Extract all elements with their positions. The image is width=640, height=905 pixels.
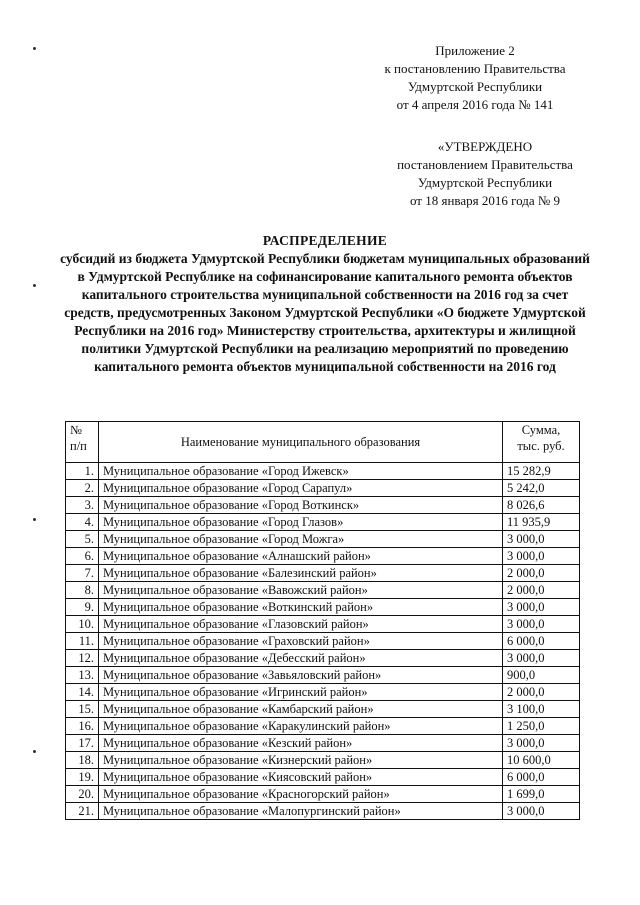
header-name: Наименование муниципального образования xyxy=(99,422,503,463)
row-name: Муниципальное образование «Город Глазов» xyxy=(99,514,503,531)
table-row xyxy=(66,633,580,650)
row-number: 6. xyxy=(66,548,99,565)
table-row xyxy=(66,718,580,735)
row-number: 2. xyxy=(66,480,99,497)
row-name: Муниципальное образование «Завьяловский район» xyxy=(99,667,503,684)
row-sum: 8 026,6 xyxy=(503,497,580,514)
approval-line: «УТВЕРЖДЕНО xyxy=(437,139,533,154)
row-number: 11. xyxy=(66,633,99,650)
row-sum: 3 000,0 xyxy=(503,735,580,752)
row-number: 10. xyxy=(66,616,99,633)
table-body xyxy=(66,463,580,820)
row-sum: 2 000,0 xyxy=(503,684,580,701)
row-sum: 1 250,0 xyxy=(503,718,580,735)
row-name: Муниципальное образование «Город Воткинск» xyxy=(99,497,503,514)
appendix-line: Приложение 2 xyxy=(435,43,515,58)
table-row xyxy=(66,701,580,718)
row-name: Муниципальное образование «Граховский район» xyxy=(99,633,503,650)
row-number: 3. xyxy=(66,497,99,514)
row-sum: 6 000,0 xyxy=(503,769,580,786)
appendix-line: от 4 апреля 2016 года № 141 xyxy=(396,97,554,112)
row-number: 17. xyxy=(66,735,99,752)
row-number: 12. xyxy=(66,650,99,667)
appendix-line: к постановлению Правительства xyxy=(384,61,566,76)
row-sum: 10 600,0 xyxy=(503,752,580,769)
row-number: 19. xyxy=(66,769,99,786)
row-name: Муниципальное образование «Кезский район» xyxy=(99,735,503,752)
row-sum: 900,0 xyxy=(503,667,580,684)
margin-dot xyxy=(33,284,36,287)
table-header-row xyxy=(66,422,580,463)
row-sum: 6 000,0 xyxy=(503,633,580,650)
table-row xyxy=(66,582,580,599)
table-row xyxy=(66,616,580,633)
margin-dot xyxy=(33,750,36,753)
appendix-block xyxy=(360,42,590,114)
table-row xyxy=(66,497,580,514)
distribution-table xyxy=(65,421,580,820)
table-row xyxy=(66,548,580,565)
table-row xyxy=(66,650,580,667)
row-number: 18. xyxy=(66,752,99,769)
table-row xyxy=(66,531,580,548)
row-name: Муниципальное образование «Глазовский район» xyxy=(99,616,503,633)
row-number: 20. xyxy=(66,786,99,803)
row-number: 16. xyxy=(66,718,99,735)
table-row xyxy=(66,769,580,786)
row-sum: 3 000,0 xyxy=(503,650,580,667)
row-name: Муниципальное образование «Вавожский район» xyxy=(99,582,503,599)
row-name: Муниципальное образование «Игринский район» xyxy=(99,684,503,701)
margin-dot xyxy=(33,518,36,521)
table-row xyxy=(66,667,580,684)
table-row xyxy=(66,599,580,616)
table-row xyxy=(66,565,580,582)
header-sum xyxy=(503,422,580,463)
approval-block xyxy=(370,138,600,210)
row-number: 13. xyxy=(66,667,99,684)
approval-line: Удмуртской Республики xyxy=(417,175,553,190)
row-name: Муниципальное образование «Камбарский район» xyxy=(99,701,503,718)
row-sum: 2 000,0 xyxy=(503,565,580,582)
row-name: Муниципальное образование «Кизнерский район» xyxy=(99,752,503,769)
row-name: Муниципальное образование «Дебесский район» xyxy=(99,650,503,667)
appendix-line: Удмуртской Республики xyxy=(407,79,543,94)
row-name: Муниципальное образование «Балезинский район» xyxy=(99,565,503,582)
row-name: Муниципальное образование «Воткинский район» xyxy=(99,599,503,616)
header-number-line: п/п xyxy=(70,439,87,453)
row-sum: 3 000,0 xyxy=(503,548,580,565)
row-number: 14. xyxy=(66,684,99,701)
row-number: 7. xyxy=(66,565,99,582)
row-sum: 3 000,0 xyxy=(503,803,580,820)
row-sum: 15 282,9 xyxy=(503,463,580,480)
approval-line: постановлением Правительства xyxy=(397,157,573,172)
table-row xyxy=(66,684,580,701)
row-name: Муниципальное образование «Город Ижевск» xyxy=(99,463,503,480)
table-row xyxy=(66,514,580,531)
row-sum: 3 000,0 xyxy=(503,616,580,633)
row-name: Муниципальное образование «Алнашский район» xyxy=(99,548,503,565)
approval-line: от 18 января 2016 года № 9 xyxy=(409,193,561,208)
row-name: Муниципальное образование «Город Сарапул» xyxy=(99,480,503,497)
title-subtitle: субсидий из бюджета Удмуртской Республики бюджетам муниципальных образований в Удмуртской Республике на софинансирование капитального ремонта объектов капитального строительства муниципальной собственности на 2016 год за счет средств, предусмотренных Законом Удмуртской Республики «О бюджете Удмуртской Республики на 2016 год» Министерству строительства, архитектуры и жилищной политики Удмуртской Республики на реализацию мероприятий по проведению капитального ремонта объектов муниципальной собственности на 2016 год xyxy=(60,251,590,374)
row-name: Муниципальное образование «Каракулинский район» xyxy=(99,718,503,735)
table-row xyxy=(66,463,580,480)
row-number: 8. xyxy=(66,582,99,599)
table-row xyxy=(66,786,580,803)
row-name: Муниципальное образование «Город Можга» xyxy=(99,531,503,548)
row-number: 9. xyxy=(66,599,99,616)
header-number-line: № xyxy=(70,423,82,437)
header-number xyxy=(66,422,99,463)
table-row xyxy=(66,480,580,497)
row-sum: 11 935,9 xyxy=(503,514,580,531)
row-sum: 3 000,0 xyxy=(503,599,580,616)
row-name: Муниципальное образование «Малопургинский район» xyxy=(99,803,503,820)
row-name: Муниципальное образование «Красногорский район» xyxy=(99,786,503,803)
row-number: 15. xyxy=(66,701,99,718)
document-title xyxy=(60,232,590,376)
table-row xyxy=(66,803,580,820)
margin-dot xyxy=(33,47,36,50)
row-sum: 1 699,0 xyxy=(503,786,580,803)
row-number: 5. xyxy=(66,531,99,548)
table-row xyxy=(66,752,580,769)
table-row xyxy=(66,735,580,752)
header-sum-line: Сумма, xyxy=(521,423,561,437)
row-sum: 5 242,0 xyxy=(503,480,580,497)
header-sum-line: тыс. руб. xyxy=(517,439,565,453)
row-sum: 3 000,0 xyxy=(503,531,580,548)
row-sum: 3 100,0 xyxy=(503,701,580,718)
row-name: Муниципальное образование «Киясовский район» xyxy=(99,769,503,786)
row-number: 1. xyxy=(66,463,99,480)
row-number: 4. xyxy=(66,514,99,531)
row-sum: 2 000,0 xyxy=(503,582,580,599)
row-number: 21. xyxy=(66,803,99,820)
title-heading: РАСПРЕДЕЛЕНИЕ xyxy=(262,233,388,248)
